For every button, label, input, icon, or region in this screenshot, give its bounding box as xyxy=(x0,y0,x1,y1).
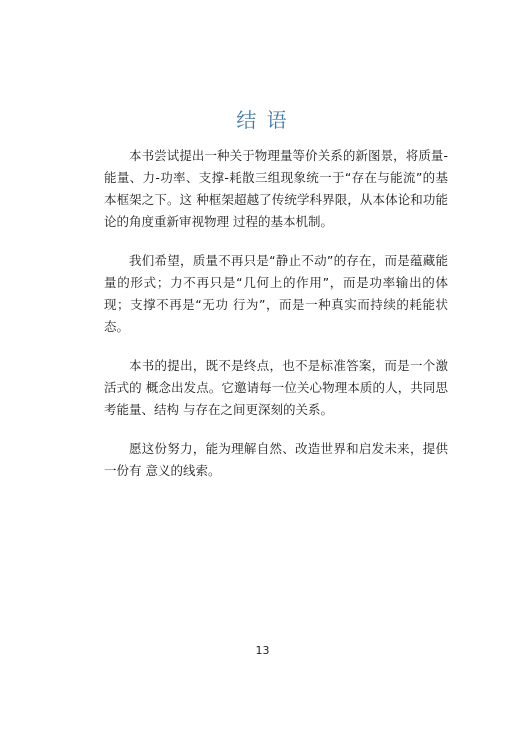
paragraph-2: 我们希望，质量不再只是“静止不动”的存在，而是蕴藏能量的形式；力不再只是“几何上的作用”，而是功率输出的体现；支撑不再是“无功 行为”，而是一种真实而持续的耗能状态。 xyxy=(104,253,448,334)
paragraph-1: 本书尝试提出一种关于物理量等价关系的新图景，将质量-能量、力-功率、支撑-耗散三组现象统一于“存在与能流”的基本框架之下。这 种框架超越了传统学科界限，从本体论和功能论的角度重新审视物理 过程的基本机制。 xyxy=(104,148,448,229)
paragraph-4: 愿这份努力，能为理解自然、改造世界和启发未来，提供一份有 意义的线索。 xyxy=(104,441,448,478)
paragraph-3: 本书的提出，既不是终点，也不是标准答案，而是一个激活式的 概念出发点。它邀请每一位关心物理本质的人，共同思考能量、结构 与存在之间更深刻的关系。 xyxy=(104,358,448,417)
page-number: 13 xyxy=(255,644,270,657)
body-text xyxy=(104,145,448,499)
page-title: 结 语 xyxy=(236,108,289,132)
